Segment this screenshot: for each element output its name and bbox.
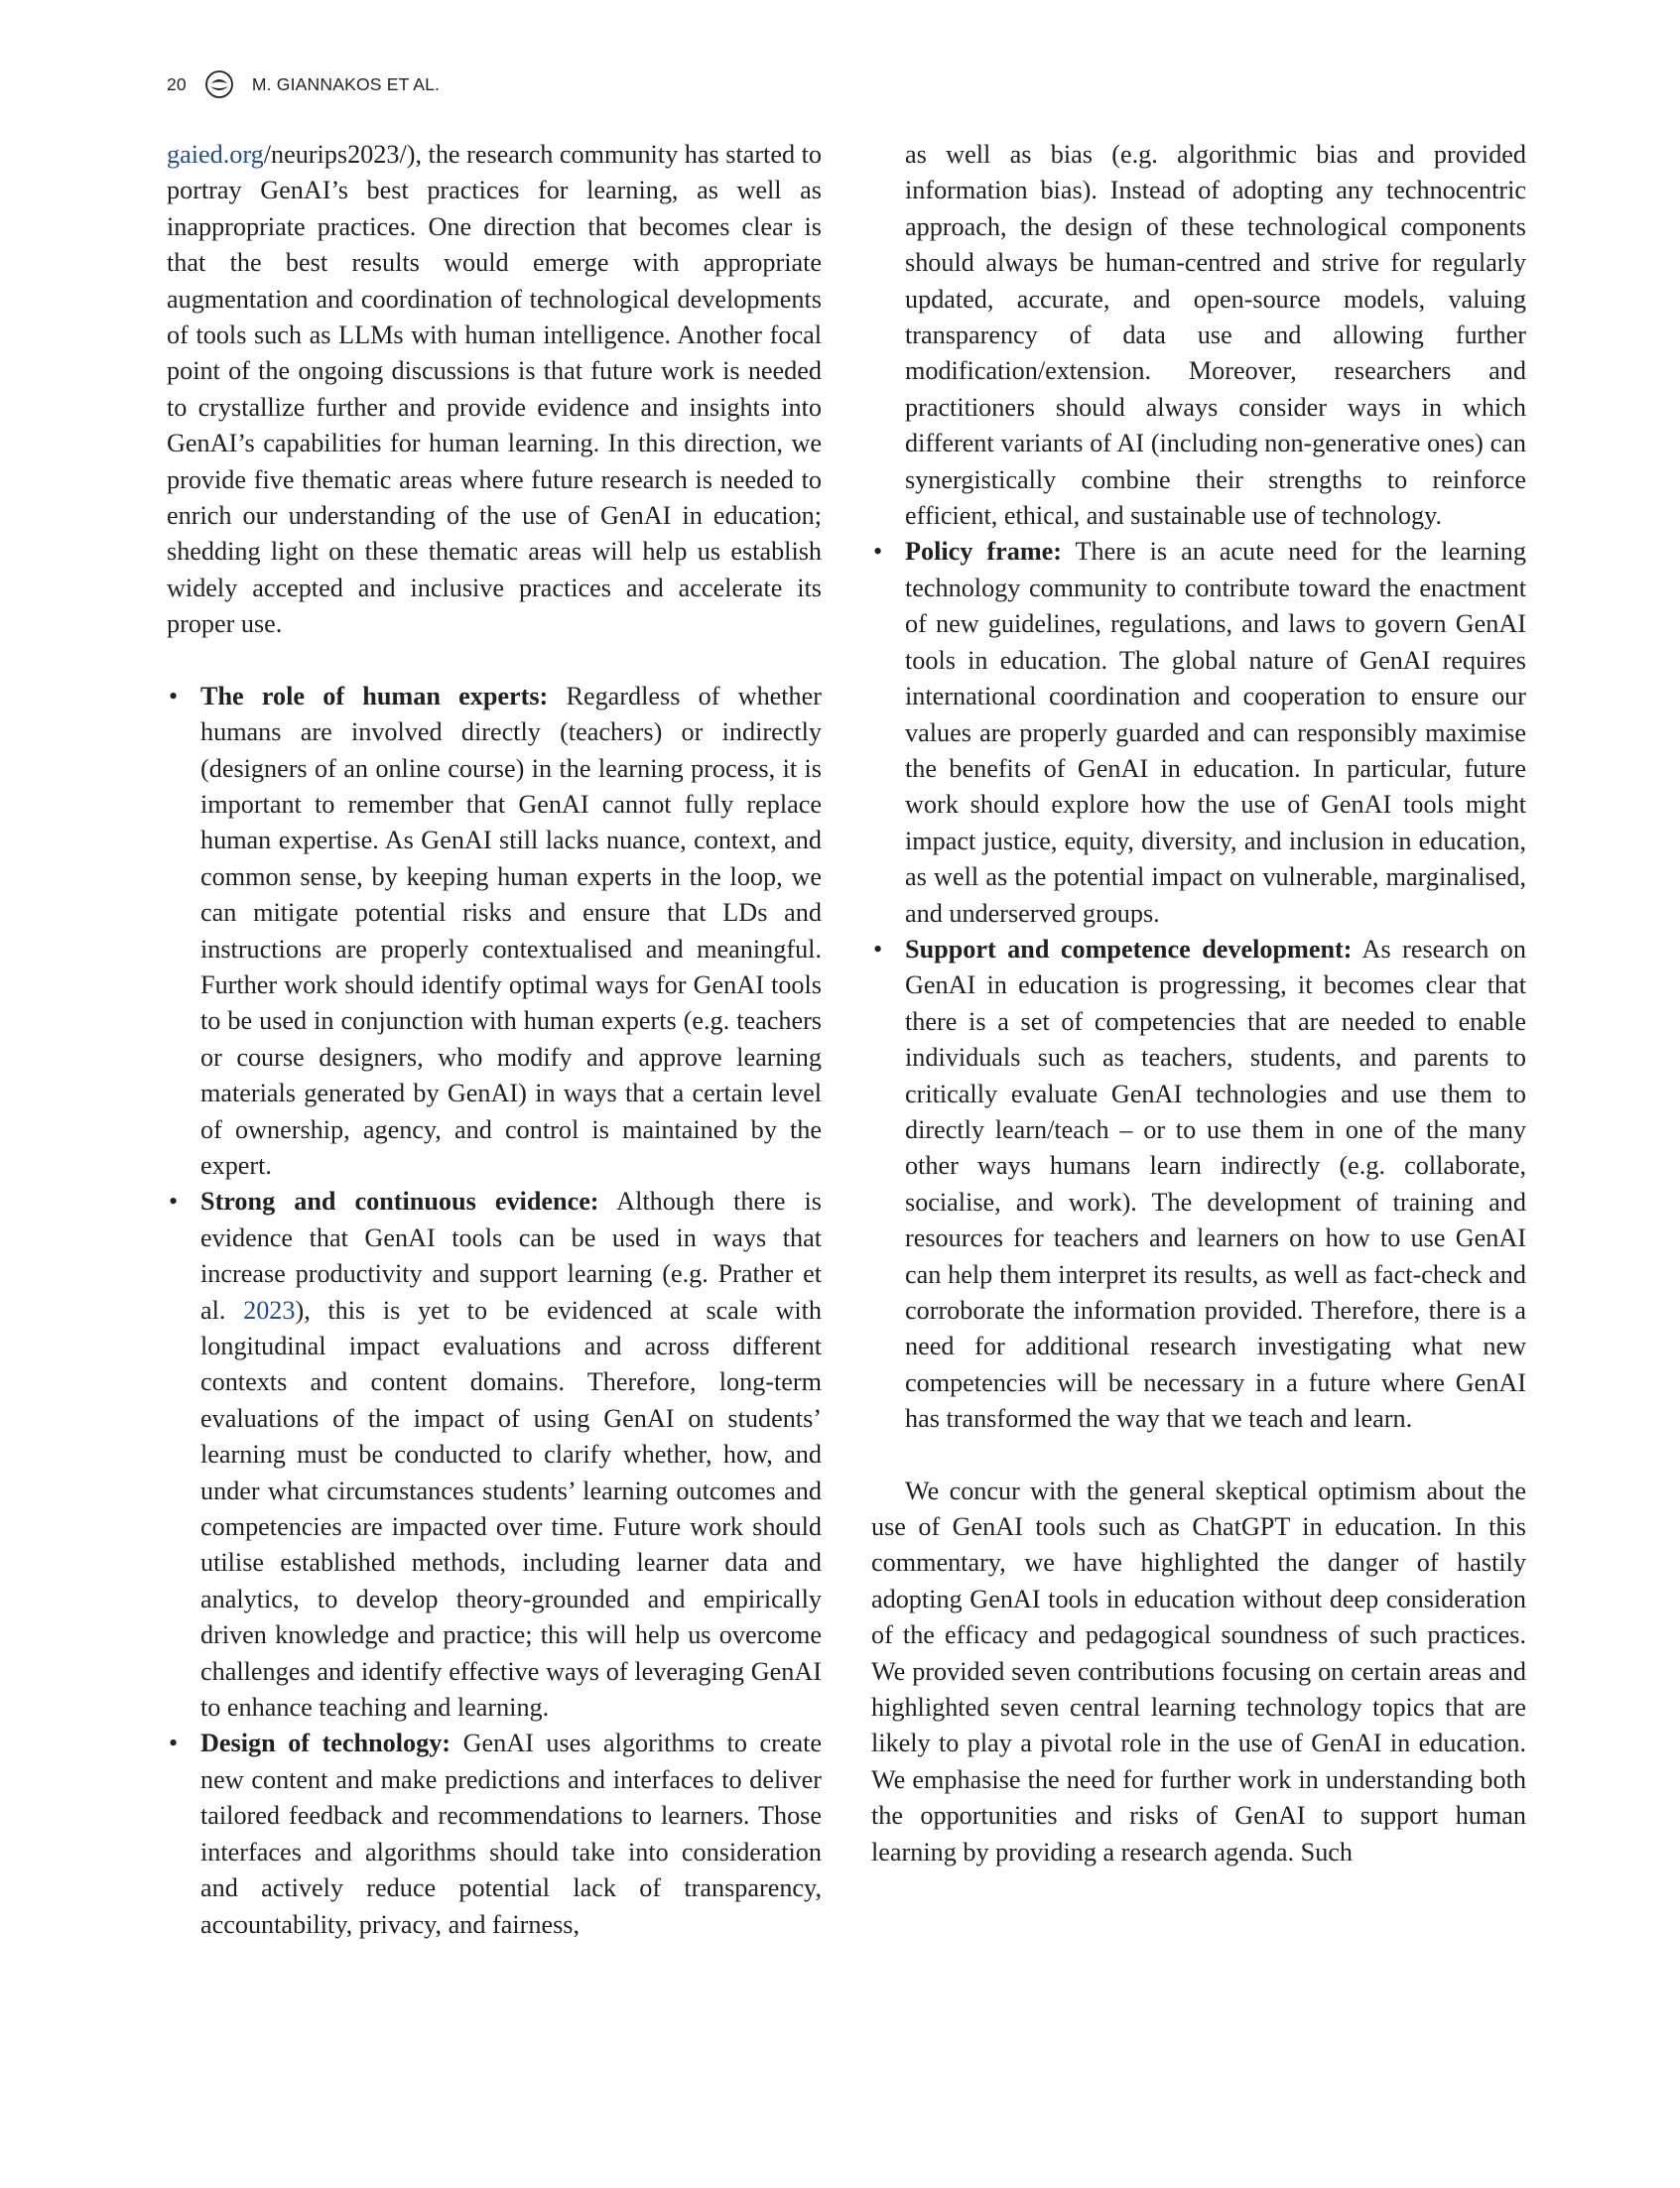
bullet-text-cont: ), this is yet to be evidenced at scale with longitudinal impact evaluations and across different contexts and content domains. Therefore, long-term evaluations of the impact of using GenAI on students’ learning must be conducted to clarify whether, how, and under what circumstances students’ learning outcomes and competencies are impacted over time. Future work should utilise established methods, including learner data and analytics, to develop theory-grounded and empirically driven knowledge and practice; this will help us overcome challenges and identify effective ways of leveraging GenAI to enhance teaching and learning. [200,1295,822,1723]
bullet-policy-frame [871,534,1526,931]
intro-paragraph [167,137,822,643]
bullet-text: As research on GenAI in education is progressing, it becomes clear that there is a set of competencies that are needed to enable individuals such as teachers, students, and parents to critically evaluate GenAI technologies and use them to directly learn/teach – or to use them in one of the many other ways humans learn indirectly (e.g. collaborate, socialise, and work). The development of training and resources for teachers and learners on how to use GenAI can help them interpret its results, as well as fact-check and corroborate the information provided. Therefore, there is a need for additional research investigating what new competencies will be necessary in a future where GenAI has transformed the way that we teach and learn. [905,934,1526,1434]
gaied-link[interactable]: gaied.org [167,140,264,169]
running-header [167,69,440,99]
bullet-title: Design of technology: [200,1729,452,1758]
bullet-text: Although there is evidence that GenAI tools can be used in ways that increase productivity and support learning (e.g. Prather et al. [200,1187,822,1325]
intro-text: /neurips2023/), the research community has started to portray GenAI’s best practices for learning, as well as inappropriate practices. One direction that becomes clear is that the best results would emerge with appropriate augmentation and coordination of technological developments of tools such as LLMs with human intelligence. Another focal point of the ongoing discussions is that future work is needed to crystallize further and provide evidence and insights into GenAI’s capabilities for human learning. In this direction, we provide five thematic areas where future research is needed to enrich our understanding of the use of GenAI in education; shedding light on these thematic areas will help us establish widely accepted and inclusive practices and accelerate its proper use. [167,140,822,639]
bullet-text: Regardless of whether humans are involved directly (teachers) or indirectly (designers of an online course) in the learning process, it is important to remember that GenAI cannot fully replace human expertise. As GenAI still lacks nuance, context, and common sense, by keeping human experts in the loop, we can mitigate potential risks and ensure that LDs and instructions are properly contextualised and meaningful. Further work should identify optimal ways for GenAI tools to be used in conjunction with human experts (e.g. teachers or course designers, who modify and approve learning materials generated by GenAI) in ways that a certain level of ownership, agency, and control is maintained by the expert. [200,681,822,1180]
bullet-dot: • [873,934,883,964]
bullet-title: Support and competence development: [905,934,1353,964]
bullet-title: Policy frame: [905,537,1062,567]
bullet-text: GenAI uses algorithms to create new content and make predictions and interfaces to deliver tailored feedback and recommendations to learners. Those interfaces and algorithms should take into consideration and actively reduce potential lack of transparency, accountability, privacy, and fairness, [200,1729,822,1939]
right-column [871,137,1526,1870]
author-line: M. GIANNAKOS ET AL. [251,73,441,94]
bullet-dot: • [873,537,883,567]
left-column [167,137,822,1943]
bullet-title: The role of human experts: [200,681,549,710]
bullet-evidence [167,1184,822,1726]
bullet-competence [871,932,1526,1438]
bullet-dot: • [169,681,179,710]
citation-link[interactable]: 2023 [243,1295,296,1325]
bullet-dot: • [169,1187,179,1217]
closing-paragraph: We concur with the general skeptical optimism about the use of GenAI tools such as ChatGPT in education. In this commentary, we have highlighted the danger of hastily adopting GenAI tools in education without deep consideration of the efficacy and pedagogical soundness of such practices. We provided seven contributions focusing on certain areas and highlighted seven central learning technology topics that are likely to play a pivotal role in the use of GenAI in education. We emphasise the need for further work in understanding both the opportunities and risks of GenAI to support human learning by providing a research agenda. Such [871,1476,1526,1866]
bullet-dot: • [169,1729,179,1758]
bullet-human-experts [167,679,822,1185]
page-number: 20 [167,73,187,94]
left-bullet-list [167,679,822,1943]
publisher-logo-icon [204,69,234,99]
right-bullet-list [871,534,1526,1437]
bullet-design-technology [167,1726,822,1942]
bullet-text: There is an acute need for the learning technology community to contribute toward the enactment of new guidelines, regulations, and laws to govern GenAI tools in education. The global nature of GenAI requires international coordination and cooperation to ensure our values are properly guarded and can responsibly maximise the benefits of GenAI in education. In particular, future work should explore how the use of GenAI tools might impact justice, equity, diversity, and inclusion in education, as well as the potential impact on vulnerable, marginalised, and underserved groups. [905,537,1526,928]
bullet-continuation: as well as bias (e.g. algorithmic bias and provided information bias). Instead of adopting any technocentric approach, the design of these technological components should always be human-centred and strive for regularly updated, accurate, and open-source models, valuing transparency of data use and allowing further modification/extension. Moreover, researchers and practitioners should always consider ways in which different variants of AI (including non-generative ones) can synergistically combine their strengths to reinforce efficient, ethical, and sustainable use of technology. [905,140,1526,531]
bullet-title: Strong and continuous evidence: [200,1187,599,1217]
